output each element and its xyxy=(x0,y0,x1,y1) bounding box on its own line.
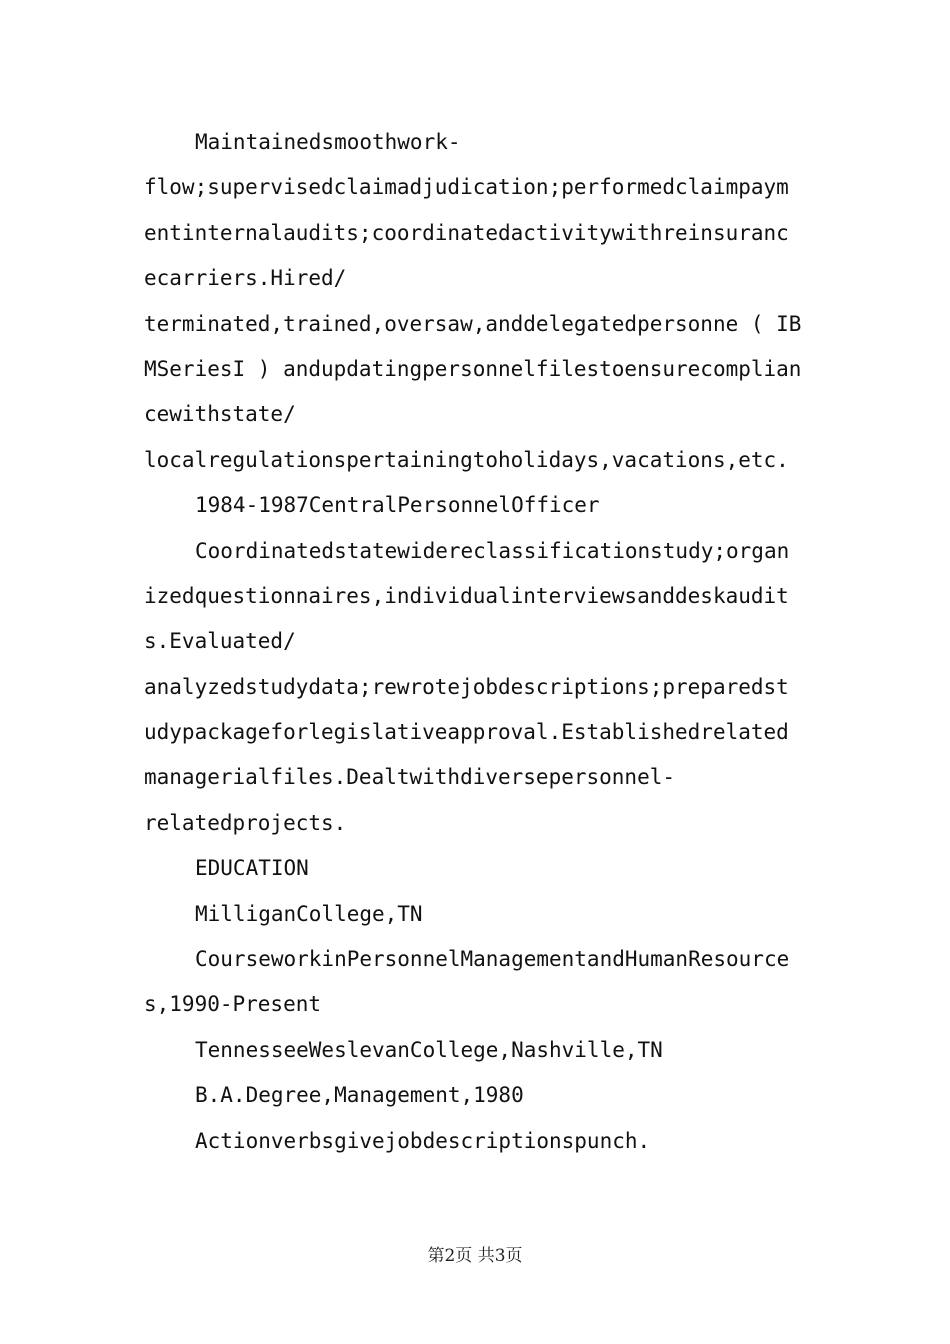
body-line: ecarriers.Hired/ xyxy=(144,266,347,291)
body-line: MSeriesI ) andupdatingpersonnelfilestoensurecomplian xyxy=(144,356,802,381)
body-line: Actionverbsgivejobdescriptionspunch. xyxy=(195,1128,651,1153)
body-line: managerialfiles.Dealtwithdiversepersonnel- xyxy=(144,765,676,790)
section-heading-education: EDUCATION xyxy=(195,856,309,881)
body-line: s.Evaluated/ xyxy=(144,629,296,654)
body-line: Coordinatedstatewidereclassificationstudy;organ xyxy=(195,538,790,563)
body-line: localregulationspertainingtoholidays,vacations,etc. xyxy=(144,447,789,472)
education-entry: CourseworkinPersonnelManagementandHumanResource xyxy=(195,947,790,972)
education-entry: MilliganCollege,TN xyxy=(195,901,423,926)
body-line: analyzedstudydata;rewrotejobdescriptions;preparedst xyxy=(144,674,789,699)
body-line: izedquestionnaires,individualinterviewsanddeskaudit xyxy=(144,583,789,608)
body-line: entinternalaudits;coordinatedactivitywithreinsuranc xyxy=(144,220,789,245)
education-entry: B.A.Degree,Management,1980 xyxy=(195,1083,524,1108)
body-line: flow;supervisedclaimadjudication;performedclaimpaym xyxy=(144,175,789,200)
education-entry: s,1990-Present xyxy=(144,992,322,1017)
body-line: cewithstate/ xyxy=(144,402,296,427)
job-heading: 1984-1987CentralPersonnelOfficer xyxy=(195,493,600,518)
education-entry: TennesseeWeslevanCollege,Nashville,TN xyxy=(195,1037,663,1062)
page-number-footer: 第2页 共3页 xyxy=(427,1246,523,1266)
body-line: relatedprojects. xyxy=(144,810,347,835)
document-body xyxy=(144,120,814,1164)
body-line: udypackageforlegislativeapproval.Establishedrelated xyxy=(144,720,789,745)
body-line: terminated,trained,oversaw,anddelegatedpersonne ( IB xyxy=(144,311,802,336)
body-line: Maintainedsmoothwork- xyxy=(195,130,461,154)
